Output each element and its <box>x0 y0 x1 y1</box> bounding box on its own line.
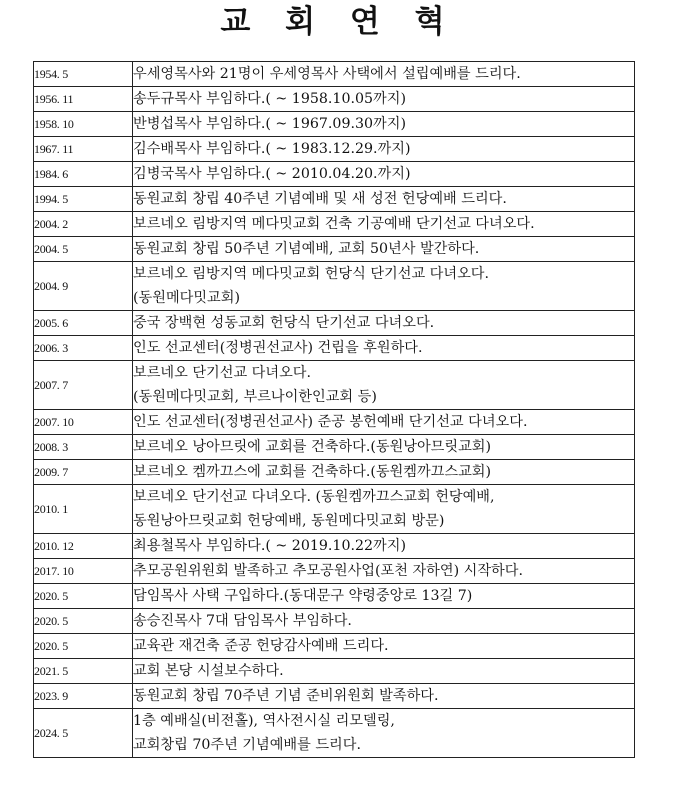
description-line: 담임목사 사택 구입하다.(동대문구 약령중앙로 13길 7) <box>133 588 473 604</box>
date-cell: 2017. 10 <box>34 559 133 584</box>
description-cell <box>133 162 635 187</box>
description-line: 김병국목사 부임하다.( ~ 2010.04.20.까지) <box>133 166 411 182</box>
description-cell <box>133 262 635 311</box>
date-cell: 1956. 11 <box>34 87 133 112</box>
table-row <box>34 634 635 659</box>
date-cell: 2020. 5 <box>34 584 133 609</box>
date-cell: 1984. 6 <box>34 162 133 187</box>
date-cell: 2004. 9 <box>34 262 133 311</box>
description-line: 추모공원위원회 발족하고 추모공원사업(포천 자하연) 시작하다. <box>133 563 523 579</box>
description-line: (동원메다밋교회) <box>133 290 241 306</box>
description-line: 우세영목사와 21명이 우세영목사 사택에서 설립예배를 드리다. <box>133 66 521 82</box>
description-cell <box>133 584 635 609</box>
description-cell <box>133 410 635 435</box>
description-line: 보르네오 림방지역 메다밋교회 건축 기공예배 단기선교 다녀오다. <box>133 216 535 232</box>
description-cell <box>133 62 635 87</box>
date-cell: 2004. 5 <box>34 237 133 262</box>
table-row <box>34 485 635 534</box>
description-line: 동원교회 창립 50주년 기념예배, 교회 50년사 발간하다. <box>133 241 480 257</box>
date-cell: 1958. 10 <box>34 112 133 137</box>
table-row <box>34 336 635 361</box>
description-line: 보르네오 단기선교 다녀오다. <box>133 365 311 381</box>
table-row <box>34 262 635 311</box>
table-row <box>34 609 635 634</box>
description-cell <box>133 361 635 410</box>
description-cell <box>133 435 635 460</box>
description-line: 김수배목사 부임하다.( ~ 1983.12.29.까지) <box>133 141 411 157</box>
description-line: 반병섭목사 부임하다.( ~ 1967.09.30까지) <box>133 116 406 132</box>
description-line: 보르네오 켐까끄스에 교회를 건축하다.(동원켐까끄스교회) <box>133 464 492 480</box>
table-row <box>34 534 635 559</box>
description-cell <box>133 187 635 212</box>
date-cell: 2009. 7 <box>34 460 133 485</box>
table-row <box>34 311 635 336</box>
description-cell <box>133 559 635 584</box>
table-row <box>34 237 635 262</box>
description-cell <box>133 684 635 709</box>
table-row <box>34 684 635 709</box>
table-row <box>34 87 635 112</box>
description-line: 1층 예배실(비전홀), 역사전시실 리모델링, <box>133 713 395 729</box>
description-cell <box>133 460 635 485</box>
table-row <box>34 137 635 162</box>
date-cell: 2021. 5 <box>34 659 133 684</box>
date-cell: 2006. 3 <box>34 336 133 361</box>
table-row <box>34 62 635 87</box>
date-cell: 1967. 11 <box>34 137 133 162</box>
date-cell: 2010. 12 <box>34 534 133 559</box>
description-line: 보르네오 림방지역 메다밋교회 헌당식 단기선교 다녀오다. <box>133 266 489 282</box>
description-line: 보르네오 낭아므릿에 교회를 건축하다.(동원낭아므릿교회) <box>133 439 492 455</box>
description-cell <box>133 609 635 634</box>
table-row <box>34 559 635 584</box>
date-cell: 2020. 5 <box>34 609 133 634</box>
page-title: 교 회 연 혁 <box>220 4 457 40</box>
description-cell <box>133 659 635 684</box>
date-cell: 2023. 9 <box>34 684 133 709</box>
description-line: 인도 선교센터(정병권선교사) 건립을 후원하다. <box>133 340 423 356</box>
description-cell <box>133 485 635 534</box>
description-cell <box>133 212 635 237</box>
description-line: 송승진목사 7대 담임목사 부임하다. <box>133 613 352 629</box>
description-line: 중국 장백현 성동교회 헌당식 단기선교 다녀오다. <box>133 315 435 331</box>
date-cell: 2007. 10 <box>34 410 133 435</box>
date-cell: 1954. 5 <box>34 62 133 87</box>
table-row <box>34 584 635 609</box>
description-line: 인도 선교센터(정병권선교사) 준공 봉헌예배 단기선교 다녀오다. <box>133 414 528 430</box>
description-cell <box>133 237 635 262</box>
table-row <box>34 162 635 187</box>
table-row <box>34 187 635 212</box>
description-cell <box>133 709 635 758</box>
description-line: 최용철목사 부임하다.( ~ 2019.10.22까지) <box>133 538 406 554</box>
description-line: 송두규목사 부임하다.( ~ 1958.10.05까지) <box>133 91 406 107</box>
table-row <box>34 659 635 684</box>
description-line: 교회창립 70주년 기념예배를 드리다. <box>133 737 361 753</box>
description-line: 동원낭아므릿교회 헌당예배, 동원메다밋교회 방문) <box>133 513 445 529</box>
description-cell <box>133 634 635 659</box>
table-row <box>34 410 635 435</box>
table-row <box>34 709 635 758</box>
table-row <box>34 361 635 410</box>
date-cell: 1994. 5 <box>34 187 133 212</box>
table-row <box>34 112 635 137</box>
description-line: 동원교회 창립 40주년 기념예배 및 새 성전 헌당예배 드리다. <box>133 191 507 207</box>
date-cell: 2010. 1 <box>34 485 133 534</box>
description-line: 동원교회 창립 70주년 기념 준비위원회 발족하다. <box>133 688 439 704</box>
description-line: 교육관 재건축 준공 헌당감사예배 드리다. <box>133 638 389 654</box>
description-cell <box>133 137 635 162</box>
description-cell <box>133 87 635 112</box>
table-row <box>34 460 635 485</box>
history-table-body <box>34 62 635 758</box>
date-cell: 2008. 3 <box>34 435 133 460</box>
description-cell <box>133 112 635 137</box>
table-row <box>34 435 635 460</box>
description-cell <box>133 311 635 336</box>
table-row <box>34 212 635 237</box>
date-cell: 2020. 5 <box>34 634 133 659</box>
description-line: 교회 본당 시설보수하다. <box>133 663 284 679</box>
date-cell: 2007. 7 <box>34 361 133 410</box>
description-cell <box>133 336 635 361</box>
date-cell: 2005. 6 <box>34 311 133 336</box>
description-line: 보르네오 단기선교 다녀오다. (동원켐까끄스교회 헌당예배, <box>133 489 495 505</box>
date-cell: 2004. 2 <box>34 212 133 237</box>
description-cell <box>133 534 635 559</box>
history-table <box>33 61 635 758</box>
date-cell: 2024. 5 <box>34 709 133 758</box>
description-line: (동원메다밋교회, 부르나이한인교회 등) <box>133 389 377 405</box>
